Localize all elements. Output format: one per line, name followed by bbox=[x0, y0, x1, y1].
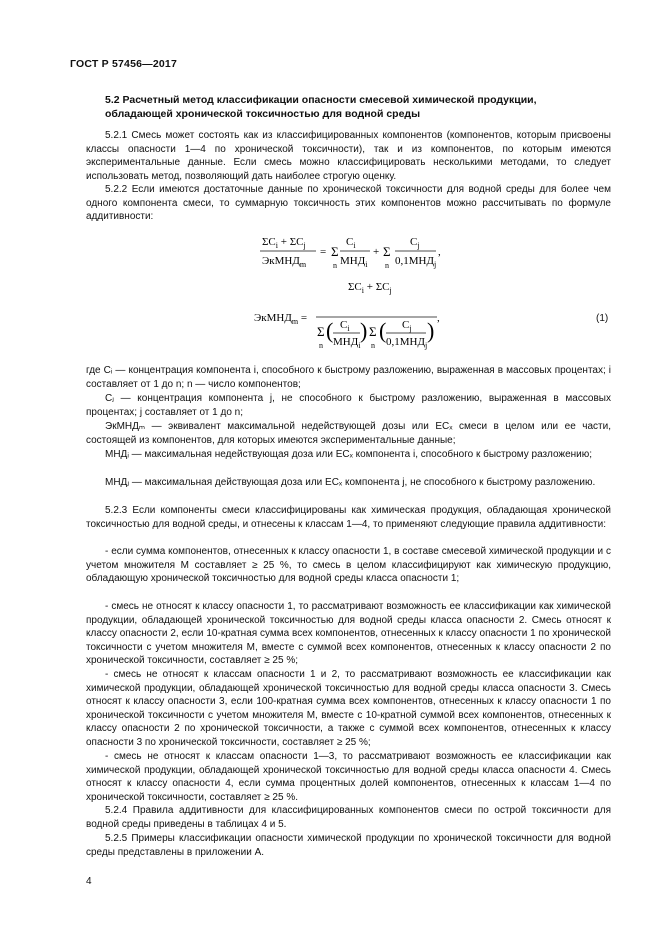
svg-text:ЭкМНДm: ЭкМНД$_m$ bbox=[262, 255, 307, 269]
svg-text:,: , bbox=[438, 246, 441, 258]
section-title: 5.2 Расчетный метод классификации опасности смесевой химической продукции, обладающей хронической токсичностью для водной среды bbox=[105, 94, 537, 120]
additivity-formula bbox=[240, 226, 570, 356]
bullet-class-1: - если сумма компонентов, отнесенных к классу опасности 1, в составе смесевой химической продукции и с учетом множителя M составляет ≥ 25 %, то смесь в целом классифицируют как химическую продукцию, обладающую хронической токсичностью для водной среды класса опасности 1; bbox=[86, 546, 611, 585]
svg-text:Σ: Σ bbox=[331, 244, 339, 259]
bullet-class-2: - смесь не относят к классу опасности 1, то рассматривают возможность ее классификации как химической продукции, обладающей хронической токсичностью для водной среды класса опасности 2. Смесь относят к классу опасности 2, если 10-кратная сумма всех компонентов, отнесенных к классу опасности 1 по хронической токсичности с учетом множителя M, вместе с суммой всех компонентов, отнесенных к классу опасности 2 по хронической токсичности, составляет ≥ 25 %; bbox=[86, 601, 611, 667]
document-header: ГОСТ Р 57456—2017 bbox=[70, 58, 178, 70]
page-number: 4 bbox=[86, 876, 92, 887]
svg-text:(: ( bbox=[326, 318, 334, 343]
svg-text:=: = bbox=[320, 246, 327, 258]
svg-text:+: + bbox=[373, 246, 380, 258]
svg-text:n: n bbox=[319, 341, 323, 350]
paragraph-5-2-2: 5.2.2 Если имеются достаточные данные по хронической токсичности для водной среды для более чем одного компонента смеси, то суммарную токсичность этих компонентов можно рассчитывать по формуле аддитивности: bbox=[86, 184, 611, 223]
svg-text:(: ( bbox=[379, 318, 387, 343]
definition-mndj: МНДⱼ — максимальная действующая доза или ECₓ компонента j, не способного к быстрому разложению. bbox=[105, 477, 596, 488]
svg-text:Cj: $C_j$ bbox=[402, 319, 412, 333]
paragraph-5-2-3: 5.2.3 Если компоненты смеси классифицированы как химическая продукция, обладающая хронической токсичностью для водной среды, и отнесены к классам 1—4, то применяют следующие правила аддитивности: bbox=[86, 505, 611, 530]
svg-text:МНДi: $МНД_i$ bbox=[333, 336, 361, 350]
svg-text:0,1МНДj: $0,1МНД_j$ bbox=[386, 336, 428, 350]
definition-mndi: МНДᵢ — максимальная недействующая доза или ECₓ компонента i, способного к быстрому разложению; bbox=[105, 449, 593, 460]
svg-text:Σ: Σ bbox=[317, 324, 325, 339]
svg-text:МНДi: $МНД_i$ bbox=[340, 255, 368, 269]
svg-text:Σ: Σ bbox=[369, 324, 377, 339]
definition-ekmnd: ЭкМНДₘ — эквивалент максимальной недействующей дозы или ECₓ смеси в целом или ее части, состоящей из компонентов, для которых имеются экспериментальные данные; bbox=[86, 421, 611, 446]
paragraph-5-2-1: 5.2.1 Смесь может состоять как из классифицированных компонентов (компонентов, которым присвоены классы опасности 1—4 по хронической токсичности), так и из компонентов, по которым имеются экспериментальные данные. Если смесь можно классифицировать несколькими методами, то следует использовать метод, позволяющий дать наиболее строгую оценку. bbox=[86, 130, 611, 182]
paragraph-5-2-5: 5.2.5 Примеры классификации опасности химической продукции по хронической токсичности для водной среды представлены в приложении А. bbox=[86, 833, 611, 858]
definition-ci: где Cᵢ — концентрация компонента i, способного к быстрому разложению, выраженная в массовых процентах; i составляет от 1 до n; n — число компонентов; bbox=[86, 365, 611, 390]
svg-text:ЭкМНДm =: ЭкМНД$_m$ = bbox=[254, 312, 308, 326]
definition-cj: Cⱼ — концентрация компонента j, не способного к быстрому разложению, выраженная в массовых процентах; j составляет от 1 до n; bbox=[86, 393, 611, 418]
svg-text:Σ: Σ bbox=[383, 244, 391, 259]
svg-text:ΣCi + ΣCj: $\Sigma C_i + \Sigma C_j$ bbox=[348, 281, 392, 295]
svg-text:n: n bbox=[371, 341, 375, 350]
svg-text:): ) bbox=[360, 318, 368, 343]
svg-text:Ci: $C_i$ bbox=[340, 319, 350, 333]
svg-text:n: n bbox=[333, 261, 337, 270]
svg-text:,: , bbox=[437, 312, 440, 324]
bullet-class-4: - смесь не относят к классам опасности 1—3, то рассматривают возможность ее классификации как химической продукции, обладающей хронической токсичностью для водной среды класса опасности 4. Смесь относят к классу опасности 4, если сумма процентных долей компонентов, отнесенных к классам 1—4 по хронической токсичности, составляет ≥ 25 %. bbox=[86, 751, 611, 803]
equation-number: (1) bbox=[596, 313, 609, 324]
svg-text:ΣCi + ΣCj: $\Sigma C_i + \Sigma C_j$ bbox=[262, 236, 306, 250]
paragraph-5-2-4: 5.2.4 Правила аддитивности для классифицированных компонентов смеси по острой токсичности для водной среды приведены в таблицах 4 и 5. bbox=[86, 805, 611, 830]
svg-text:Cj: $C_j$ bbox=[410, 236, 420, 250]
bullet-class-3: - смесь не относят к классам опасности 1 и 2, то рассматривают возможность ее классификации как химической продукции, обладающей хронической токсичностью для водной среды класса опасности 3. Смесь относят к классу опасности 3, если 100-кратная сумма всех компонентов, отнесенных к классу опасности 1 по хронической токсичности с учетом множителя M, вместе с 10-кратной суммой всех компонентов, отнесенных к классу опасности 2 по хронической токсичности, а также с суммой всех компонентов, отнесенных к классу опасности 3 по хронической токсичности, составляет ≥ 25 %; bbox=[86, 669, 611, 748]
svg-text:Ci: $C_i$ bbox=[346, 236, 356, 250]
svg-text:n: n bbox=[385, 261, 389, 270]
svg-text:0,1МНДj: $0,1МНД_j$ bbox=[395, 255, 437, 269]
svg-text:): ) bbox=[427, 318, 435, 343]
